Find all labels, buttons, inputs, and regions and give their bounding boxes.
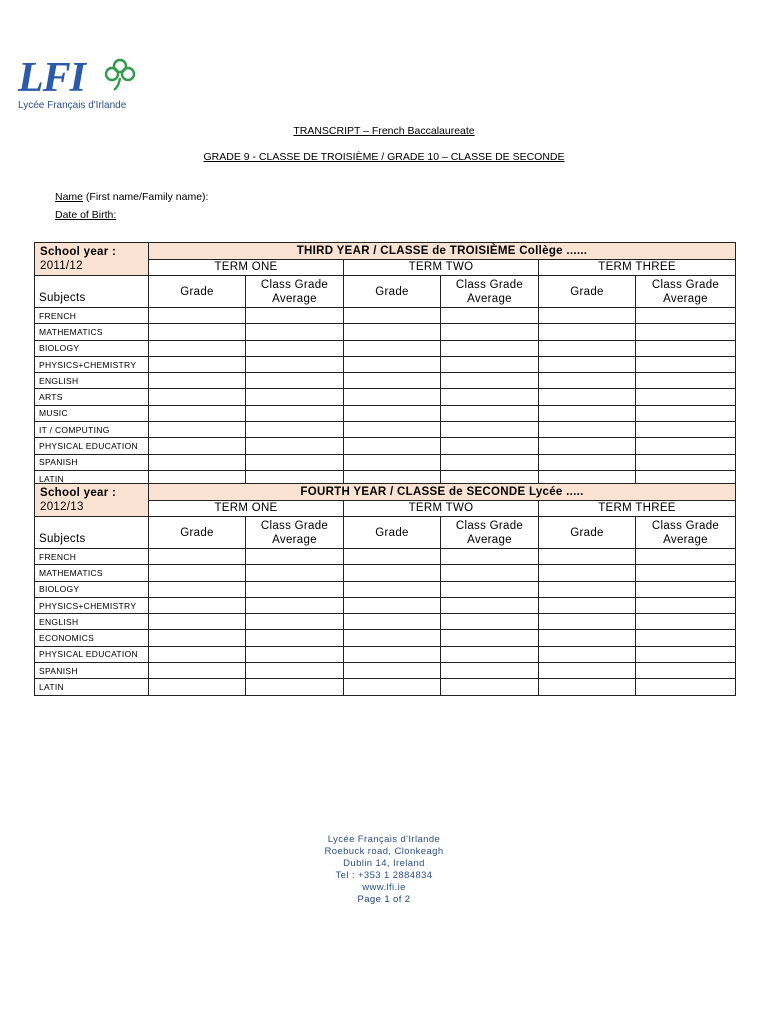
grade-cell[interactable] <box>149 679 246 695</box>
class-average-cell[interactable] <box>636 646 736 662</box>
class-average-cell[interactable] <box>246 373 344 389</box>
grade-cell[interactable] <box>539 373 636 389</box>
class-average-cell[interactable] <box>636 389 736 405</box>
table-row <box>35 679 736 695</box>
title-row <box>35 243 736 260</box>
grade-title: GRADE 9 - CLASSE DE TROISIÈME / GRADE 10 – CLASSE DE SECONDE <box>203 151 565 163</box>
transcript-table-year-1 <box>34 242 736 487</box>
title-row <box>35 484 736 501</box>
term-header: TERM THREE <box>539 500 736 517</box>
grade-cell[interactable] <box>344 663 441 679</box>
subjects-header: Subjects <box>35 517 149 549</box>
logo-subtitle: Lycée Français d'Irlande <box>18 100 127 111</box>
grade-cell[interactable] <box>344 422 441 438</box>
name-field <box>55 191 208 203</box>
class-average-cell[interactable] <box>246 324 344 340</box>
grade-cell[interactable] <box>149 630 246 646</box>
subject-name: SPANISH <box>35 663 149 679</box>
class-average-header: Class Grade Average <box>441 276 539 308</box>
class-average-header: Class Grade Average <box>246 517 344 549</box>
grade-header: Grade <box>149 276 246 308</box>
footer-line: Dublin 14, Ireland <box>343 858 425 869</box>
grade-cell[interactable] <box>344 646 441 662</box>
subject-name: LATIN <box>35 470 149 486</box>
class-average-cell[interactable] <box>636 454 736 470</box>
grade-cell[interactable] <box>149 373 246 389</box>
subject-name: LATIN <box>35 679 149 695</box>
grade-cell[interactable] <box>344 324 441 340</box>
school-year-label: School year : <box>40 246 117 258</box>
class-average-cell[interactable] <box>441 438 539 454</box>
subject-name: MATHEMATICS <box>35 324 149 340</box>
grade-cell[interactable] <box>149 422 246 438</box>
class-average-cell[interactable] <box>636 663 736 679</box>
class-average-cell[interactable] <box>636 308 736 324</box>
name-label: Name <box>55 191 84 203</box>
class-average-cell[interactable] <box>441 389 539 405</box>
subject-name: FRENCH <box>35 549 149 565</box>
grade-cell[interactable] <box>149 308 246 324</box>
table-row <box>35 422 736 438</box>
grade-cell[interactable] <box>539 630 636 646</box>
class-average-cell[interactable] <box>441 679 539 695</box>
footer <box>0 834 768 906</box>
class-average-cell[interactable] <box>441 308 539 324</box>
table-row <box>35 454 736 470</box>
grade-cell[interactable] <box>539 356 636 372</box>
grade-cell[interactable] <box>539 438 636 454</box>
grade-cell[interactable] <box>344 356 441 372</box>
grade-cell[interactable] <box>149 324 246 340</box>
school-year-cell <box>35 484 149 517</box>
column-header-row <box>35 276 736 308</box>
class-average-cell[interactable] <box>441 614 539 630</box>
grade-cell[interactable] <box>344 630 441 646</box>
table-row <box>35 405 736 421</box>
grade-cell[interactable] <box>149 389 246 405</box>
class-average-cell[interactable] <box>636 438 736 454</box>
grade-cell[interactable] <box>149 565 246 581</box>
class-average-cell[interactable] <box>636 405 736 421</box>
grade-header: Grade <box>539 517 636 549</box>
class-average-cell[interactable] <box>246 340 344 356</box>
class-average-cell[interactable] <box>636 614 736 630</box>
table-row <box>35 340 736 356</box>
table-row <box>35 630 736 646</box>
footer-line: Lycée Français d'Irlande <box>327 834 441 845</box>
subject-name: PHYSICS+CHEMISTRY <box>35 356 149 372</box>
grade-cell[interactable] <box>539 549 636 565</box>
class-average-cell[interactable] <box>441 405 539 421</box>
table-row <box>35 581 736 597</box>
class-average-cell[interactable] <box>246 614 344 630</box>
class-average-cell[interactable] <box>441 356 539 372</box>
class-average-cell[interactable] <box>246 663 344 679</box>
class-average-cell[interactable] <box>246 597 344 613</box>
grade-cell[interactable] <box>344 405 441 421</box>
subject-name: PHYSICAL EDUCATION <box>35 438 149 454</box>
name-hint: (First name/Family name): <box>83 191 209 203</box>
class-average-cell[interactable] <box>246 630 344 646</box>
class-average-cell[interactable] <box>636 549 736 565</box>
grade-cell[interactable] <box>539 308 636 324</box>
clover-icon <box>104 58 136 92</box>
class-average-cell[interactable] <box>246 308 344 324</box>
grade-cell[interactable] <box>149 581 246 597</box>
grade-cell[interactable] <box>149 646 246 662</box>
class-average-header: Class Grade Average <box>441 517 539 549</box>
grade-cell[interactable] <box>344 454 441 470</box>
grade-cell[interactable] <box>344 438 441 454</box>
table-row <box>35 549 736 565</box>
grade-cell[interactable] <box>539 454 636 470</box>
class-average-cell[interactable] <box>441 630 539 646</box>
term-header: TERM TWO <box>344 500 539 517</box>
class-average-cell[interactable] <box>441 663 539 679</box>
grade-cell[interactable] <box>344 389 441 405</box>
table-row <box>35 663 736 679</box>
term-header: TERM THREE <box>539 259 736 276</box>
class-average-cell[interactable] <box>246 454 344 470</box>
subject-name: BIOLOGY <box>35 340 149 356</box>
school-year-value: 2011/12 <box>40 260 83 272</box>
class-average-cell[interactable] <box>441 422 539 438</box>
subject-name: MATHEMATICS <box>35 565 149 581</box>
grade-cell[interactable] <box>539 614 636 630</box>
class-average-cell[interactable] <box>636 630 736 646</box>
table-row <box>35 646 736 662</box>
grade-cell[interactable] <box>344 679 441 695</box>
grade-cell[interactable] <box>344 614 441 630</box>
grade-header: Grade <box>344 517 441 549</box>
class-average-cell[interactable] <box>441 373 539 389</box>
grade-cell[interactable] <box>149 405 246 421</box>
school-year-value: 2012/13 <box>40 501 84 513</box>
grade-cell[interactable] <box>344 549 441 565</box>
grade-cell[interactable] <box>149 614 246 630</box>
subject-name: PHYSICAL EDUCATION <box>35 646 149 662</box>
class-average-cell[interactable] <box>441 581 539 597</box>
grade-cell[interactable] <box>539 565 636 581</box>
class-average-cell[interactable] <box>246 438 344 454</box>
page-number: Page 1 of 2 <box>357 894 411 905</box>
class-average-cell[interactable] <box>441 340 539 356</box>
class-average-cell[interactable] <box>441 646 539 662</box>
class-average-cell[interactable] <box>246 581 344 597</box>
grade-cell[interactable] <box>344 340 441 356</box>
subject-name: ENGLISH <box>35 373 149 389</box>
subject-name: ECONOMICS <box>35 630 149 646</box>
class-average-cell[interactable] <box>636 597 736 613</box>
class-average-cell[interactable] <box>246 679 344 695</box>
class-average-cell[interactable] <box>441 549 539 565</box>
grade-cell[interactable] <box>344 308 441 324</box>
transcript-table-year-2 <box>34 483 736 696</box>
footer-line: Roebuck road, Clonkeagh <box>324 846 444 857</box>
subject-name: MUSIC <box>35 405 149 421</box>
grade-cell[interactable] <box>149 663 246 679</box>
class-average-cell[interactable] <box>246 549 344 565</box>
class-average-cell[interactable] <box>246 646 344 662</box>
year-title: THIRD YEAR / CLASSE de TROISIÈME Collège ...... <box>149 243 736 260</box>
grade-cell[interactable] <box>344 565 441 581</box>
grade-cell[interactable] <box>539 679 636 695</box>
subject-name: ARTS <box>35 389 149 405</box>
grade-cell[interactable] <box>149 597 246 613</box>
table-row <box>35 324 736 340</box>
class-average-cell[interactable] <box>246 565 344 581</box>
subject-name: PHYSICS+CHEMISTRY <box>35 597 149 613</box>
grade-cell[interactable] <box>539 389 636 405</box>
grade-cell[interactable] <box>539 405 636 421</box>
subject-name: BIOLOGY <box>35 581 149 597</box>
class-average-cell[interactable] <box>636 565 736 581</box>
class-average-cell[interactable] <box>441 565 539 581</box>
grade-cell[interactable] <box>149 340 246 356</box>
grade-cell[interactable] <box>344 373 441 389</box>
transcript-title: TRANSCRIPT – French Baccalaureate <box>293 125 475 137</box>
table-row <box>35 356 736 372</box>
table-row <box>35 438 736 454</box>
subject-name: SPANISH <box>35 454 149 470</box>
class-average-cell[interactable] <box>636 581 736 597</box>
table-row <box>35 565 736 581</box>
grade-cell[interactable] <box>149 438 246 454</box>
class-average-header: Class Grade Average <box>246 276 344 308</box>
footer-line: www.lfi.ie <box>362 882 406 893</box>
school-year-label: School year : <box>40 487 117 499</box>
class-average-cell[interactable] <box>636 356 736 372</box>
class-average-cell[interactable] <box>636 422 736 438</box>
class-average-cell[interactable] <box>636 373 736 389</box>
class-average-cell[interactable] <box>246 422 344 438</box>
class-average-cell[interactable] <box>246 405 344 421</box>
class-average-cell[interactable] <box>636 679 736 695</box>
class-average-cell[interactable] <box>441 454 539 470</box>
grade-cell[interactable] <box>149 356 246 372</box>
table-row <box>35 614 736 630</box>
footer-line: Tel : +353 1 2884834 <box>335 870 433 881</box>
school-year-cell <box>35 243 149 276</box>
grade-cell[interactable] <box>539 597 636 613</box>
subject-name: IT / COMPUTING <box>35 422 149 438</box>
grade-cell[interactable] <box>539 422 636 438</box>
grade-header: Grade <box>539 276 636 308</box>
class-average-cell[interactable] <box>441 597 539 613</box>
grade-cell[interactable] <box>539 324 636 340</box>
subject-name: ENGLISH <box>35 614 149 630</box>
year-title: FOURTH YEAR / CLASSE de SECONDE Lycée ..... <box>149 484 736 501</box>
grade-cell[interactable] <box>149 454 246 470</box>
class-average-header: Class Grade Average <box>636 517 736 549</box>
column-header-row <box>35 517 736 549</box>
grade-cell[interactable] <box>344 597 441 613</box>
table-row <box>35 597 736 613</box>
class-average-cell[interactable] <box>636 324 736 340</box>
class-average-cell[interactable] <box>246 389 344 405</box>
subjects-header: Subjects <box>35 276 149 308</box>
logo-mark: LFI <box>18 55 86 101</box>
term-header: TERM TWO <box>344 259 539 276</box>
table-row <box>35 389 736 405</box>
grade-cell[interactable] <box>539 663 636 679</box>
subject-name: FRENCH <box>35 308 149 324</box>
grade-cell[interactable] <box>539 340 636 356</box>
grade-cell[interactable] <box>344 581 441 597</box>
grade-header: Grade <box>149 517 246 549</box>
grade-cell[interactable] <box>539 581 636 597</box>
grade-cell[interactable] <box>149 549 246 565</box>
term-header: TERM ONE <box>149 500 344 517</box>
dob-label: Date of Birth: <box>55 209 117 221</box>
lfi-logo <box>18 56 133 116</box>
class-average-cell[interactable] <box>636 340 736 356</box>
grade-cell[interactable] <box>539 646 636 662</box>
class-average-header: Class Grade Average <box>636 276 736 308</box>
term-header: TERM ONE <box>149 259 344 276</box>
grade-header: Grade <box>344 276 441 308</box>
table-row <box>35 308 736 324</box>
class-average-cell[interactable] <box>246 356 344 372</box>
class-average-cell[interactable] <box>441 324 539 340</box>
table-row <box>35 373 736 389</box>
